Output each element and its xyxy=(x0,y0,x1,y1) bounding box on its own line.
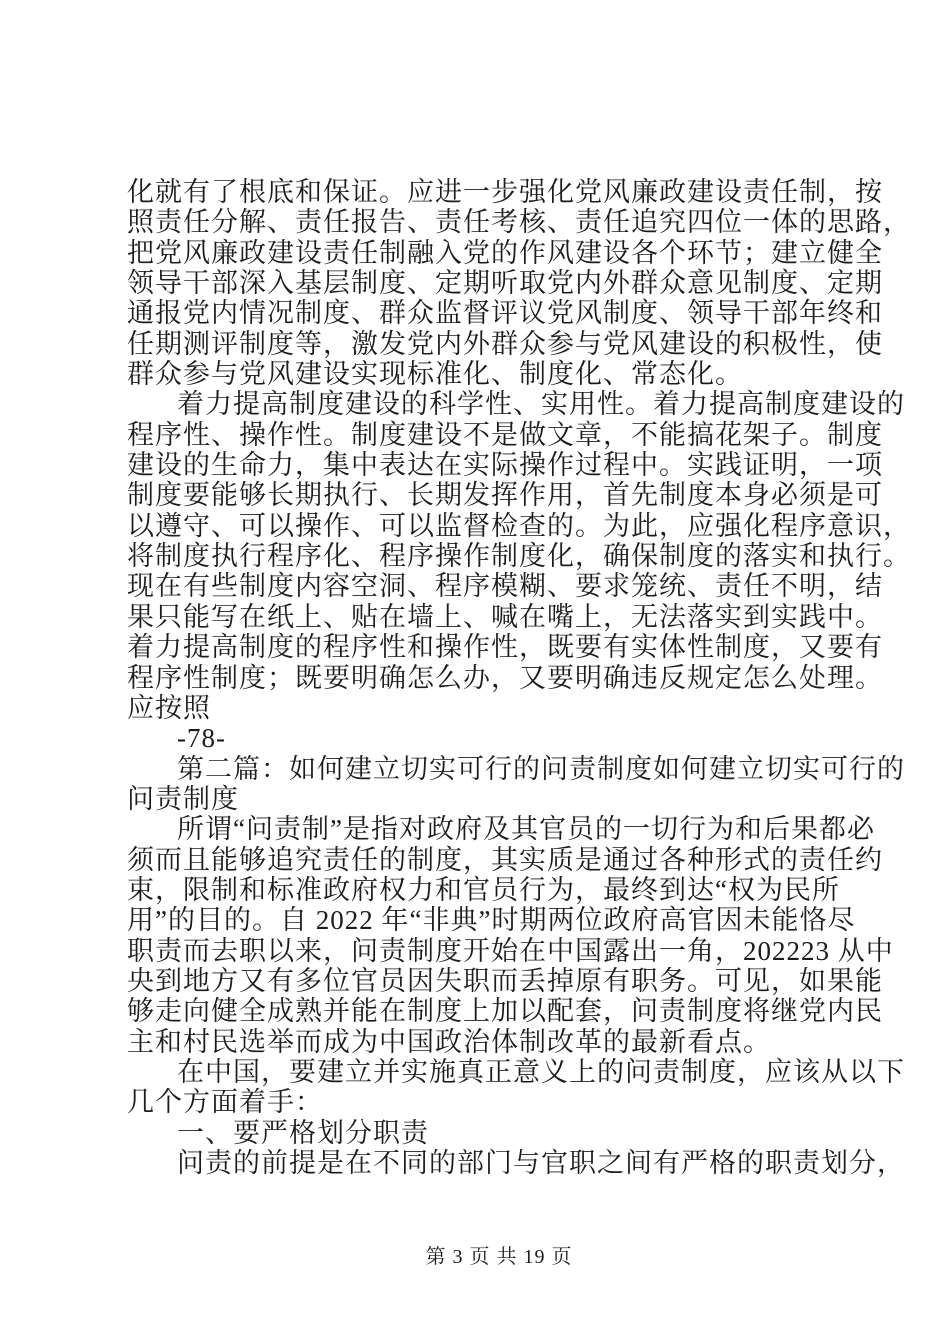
text-line: 主和村民选举而成为中国政治体制改革的最新看点。 xyxy=(127,1026,771,1057)
page-number-label: 第 3 页 共 19 页 xyxy=(425,1246,573,1268)
text-line: 所谓“问责制”是指对政府及其官员的一切行为和后果都必 xyxy=(177,814,875,845)
text-line: 程序性制度；既要明确怎么办，又要明确违反规定怎么处理。 xyxy=(127,662,883,693)
text-line: 职责而去职以来，问责制度开始在中国露出一角，202223 从中 xyxy=(127,935,894,966)
text-line: 建设的生命力，集中表达在实际操作过程中。实践证明，一项 xyxy=(127,450,883,481)
text-line: 现在有些制度内容空洞、程序模糊、要求笼统、责任不明，结 xyxy=(127,571,883,602)
text-line: 一、要严格划分职责 xyxy=(177,1117,429,1148)
text-line: 着力提高制度的程序性和操作性，既要有实体性制度，又要有 xyxy=(127,632,883,663)
text-line: 领导干部深入基层制度、定期听取党内外群众意见制度、定期 xyxy=(127,268,883,299)
text-line: 够走向健全成熟并能在制度上加以配套，问责制度将继党内民 xyxy=(127,996,883,1027)
text-line: 制度要能够长期执行、长期发挥作用，首先制度本身必须是可 xyxy=(127,480,883,511)
text-line: 几个方面着手： xyxy=(127,1087,323,1118)
text-line: 须而且能够追究责任的制度，其实质是通过各种形式的责任约 xyxy=(127,844,883,875)
text-line: 照责任分解、责任报告、责任考核、责任追究四位一体的思路， xyxy=(127,207,911,238)
text-line: 用”的目的。自 2022 年“非典”时期两位政府高官因未能恪尽 xyxy=(127,905,856,936)
document-body xyxy=(127,177,922,1178)
text-line: 央到地方又有多位官员因失职而丢掉原有职务。可见，如果能 xyxy=(127,965,883,996)
text-line: 以遵守、可以操作、可以监督检查的。为此，应强化程序意识， xyxy=(127,510,911,541)
text-line: 在中国，要建立并实施真正意义上的问责制度，应该从以下 xyxy=(177,1056,905,1087)
text-line: 果只能写在纸上、贴在墙上、喊在嘴上，无法落实到实践中。 xyxy=(127,601,883,632)
text-line: 问责的前提是在不同的部门与官职之间有严格的职责划分， xyxy=(177,1148,905,1178)
text-line: 着力提高制度建设的科学性、实用性。着力提高制度建设的 xyxy=(177,389,905,420)
text-line: 应按照 xyxy=(127,692,211,723)
text-line: 问责制度 xyxy=(127,783,239,814)
text-line: -78- xyxy=(177,723,226,754)
text-line: 任期测评制度等，激发党内外群众参与党风建设的积极性，使 xyxy=(127,328,883,359)
text-line: 通报党内情况制度、群众监督评议党风制度、领导干部年终和 xyxy=(127,298,883,329)
text-line: 程序性、操作性。制度建设不是做文章，不能搞花架子。制度 xyxy=(127,419,883,450)
text-line: 将制度执行程序化、程序操作制度化，确保制度的落实和执行。 xyxy=(127,541,911,572)
text-line: 群众参与党风建设实现标准化、制度化、常态化。 xyxy=(127,359,743,390)
text-line: 束，限制和标准政府权力和官员行为，最终到达“权为民所 xyxy=(127,874,840,905)
page-footer xyxy=(48,1240,950,1269)
text-line: 化就有了根底和保证。应进一步强化党风廉政建设责任制，按 xyxy=(127,177,883,207)
text-line: 把党风廉政建设责任制融入党的作风建设各个环节；建立健全 xyxy=(127,237,883,268)
text-line: 第二篇：如何建立切实可行的问责制度如何建立切实可行的 xyxy=(177,753,905,784)
